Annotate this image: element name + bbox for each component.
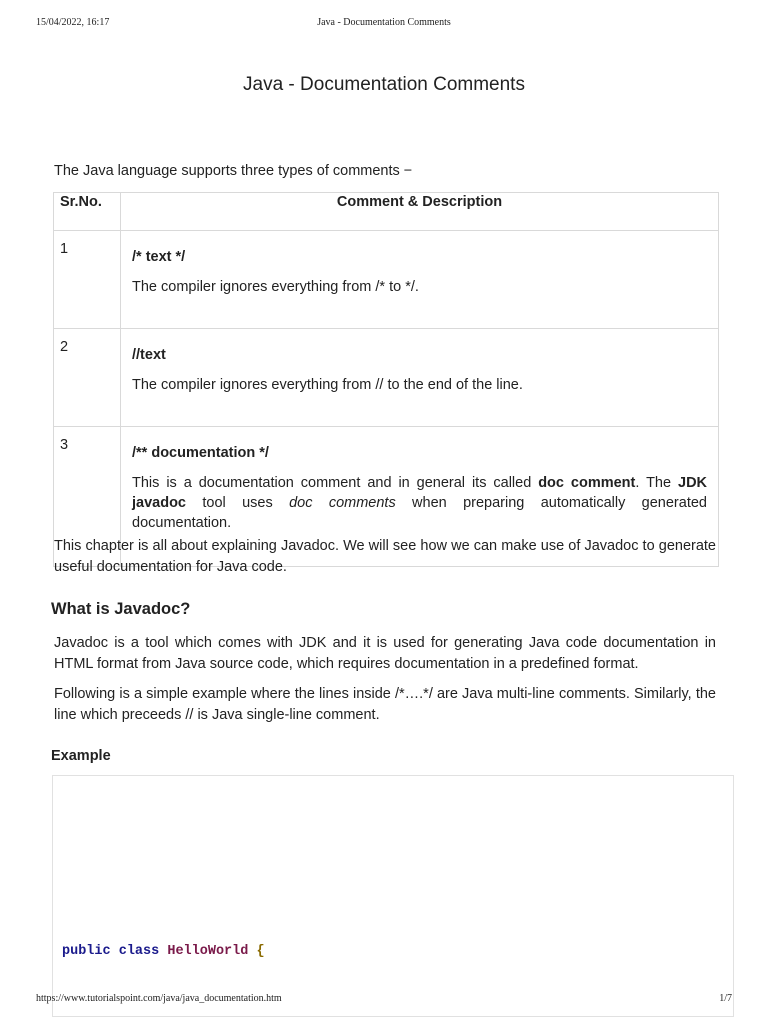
comment-syntax: //text xyxy=(132,347,166,363)
doc-comments-term: doc comments xyxy=(289,495,396,511)
print-url: https://www.tutorialspoint.com/java/java_documentation.htm xyxy=(36,993,282,1004)
example-heading: Example xyxy=(51,748,111,764)
doc-comment-term: doc comment xyxy=(538,475,636,491)
intro-text: The Java language supports three types of comments − xyxy=(54,163,413,179)
code-keyword: class xyxy=(118,944,160,959)
comment-syntax: /* text */ xyxy=(132,249,186,265)
row-description xyxy=(121,329,719,427)
code-class-name: HelloWorld xyxy=(167,944,249,959)
table-header-row xyxy=(54,193,719,231)
row-number: 1 xyxy=(54,231,121,329)
pdf-footer xyxy=(36,993,732,1007)
comments-table xyxy=(53,192,719,567)
column-header-description: Comment & Description xyxy=(121,193,719,231)
example-paragraph: Following is a simple example where the lines inside /*….*/ are Java multi-line comments. Similarly, the line which preceeds // is Java single-line comment. xyxy=(54,686,716,723)
comment-description: This is a documentation comment and in general its called doc comment. The JDK javadoc tool uses doc comments when preparing automatically generated documentation. xyxy=(132,475,708,531)
javadoc-paragraph: Javadoc is a tool which comes with JDK and it is used for generating Java code documentation in HTML format from Java source code, which requires documentation in a predefined format. xyxy=(54,635,716,672)
comment-syntax: /** documentation */ xyxy=(132,445,269,461)
chapter-paragraph: This chapter is all about explaining Javadoc. We will see how we can make use of Javadoc to generate useful documentation for Java code. xyxy=(54,538,716,575)
comment-description: The compiler ignores everything from // to the end of the line. xyxy=(132,377,523,393)
print-datetime: 15/04/2022, 16:17 xyxy=(36,17,110,28)
section-heading: What is Javadoc? xyxy=(51,600,191,618)
row-description xyxy=(121,231,719,329)
row-number: 2 xyxy=(54,329,121,427)
print-title: Java - Documentation Comments xyxy=(317,17,451,28)
page-number: 1/7 xyxy=(719,993,732,1004)
pdf-header xyxy=(36,17,732,31)
jdk-javadoc-term: JDK javadoc xyxy=(132,475,708,511)
code-block xyxy=(52,775,734,1017)
code-keyword: public xyxy=(62,944,111,959)
table-row xyxy=(54,231,719,329)
code-line xyxy=(62,944,265,959)
code-brace: { xyxy=(256,944,265,959)
comment-description: The compiler ignores everything from /* to */. xyxy=(132,279,419,295)
table-row xyxy=(54,329,719,427)
row-number: 3 xyxy=(54,427,121,567)
page-title: Java - Documentation Comments xyxy=(243,74,525,95)
column-header-srno: Sr.No. xyxy=(54,193,121,231)
